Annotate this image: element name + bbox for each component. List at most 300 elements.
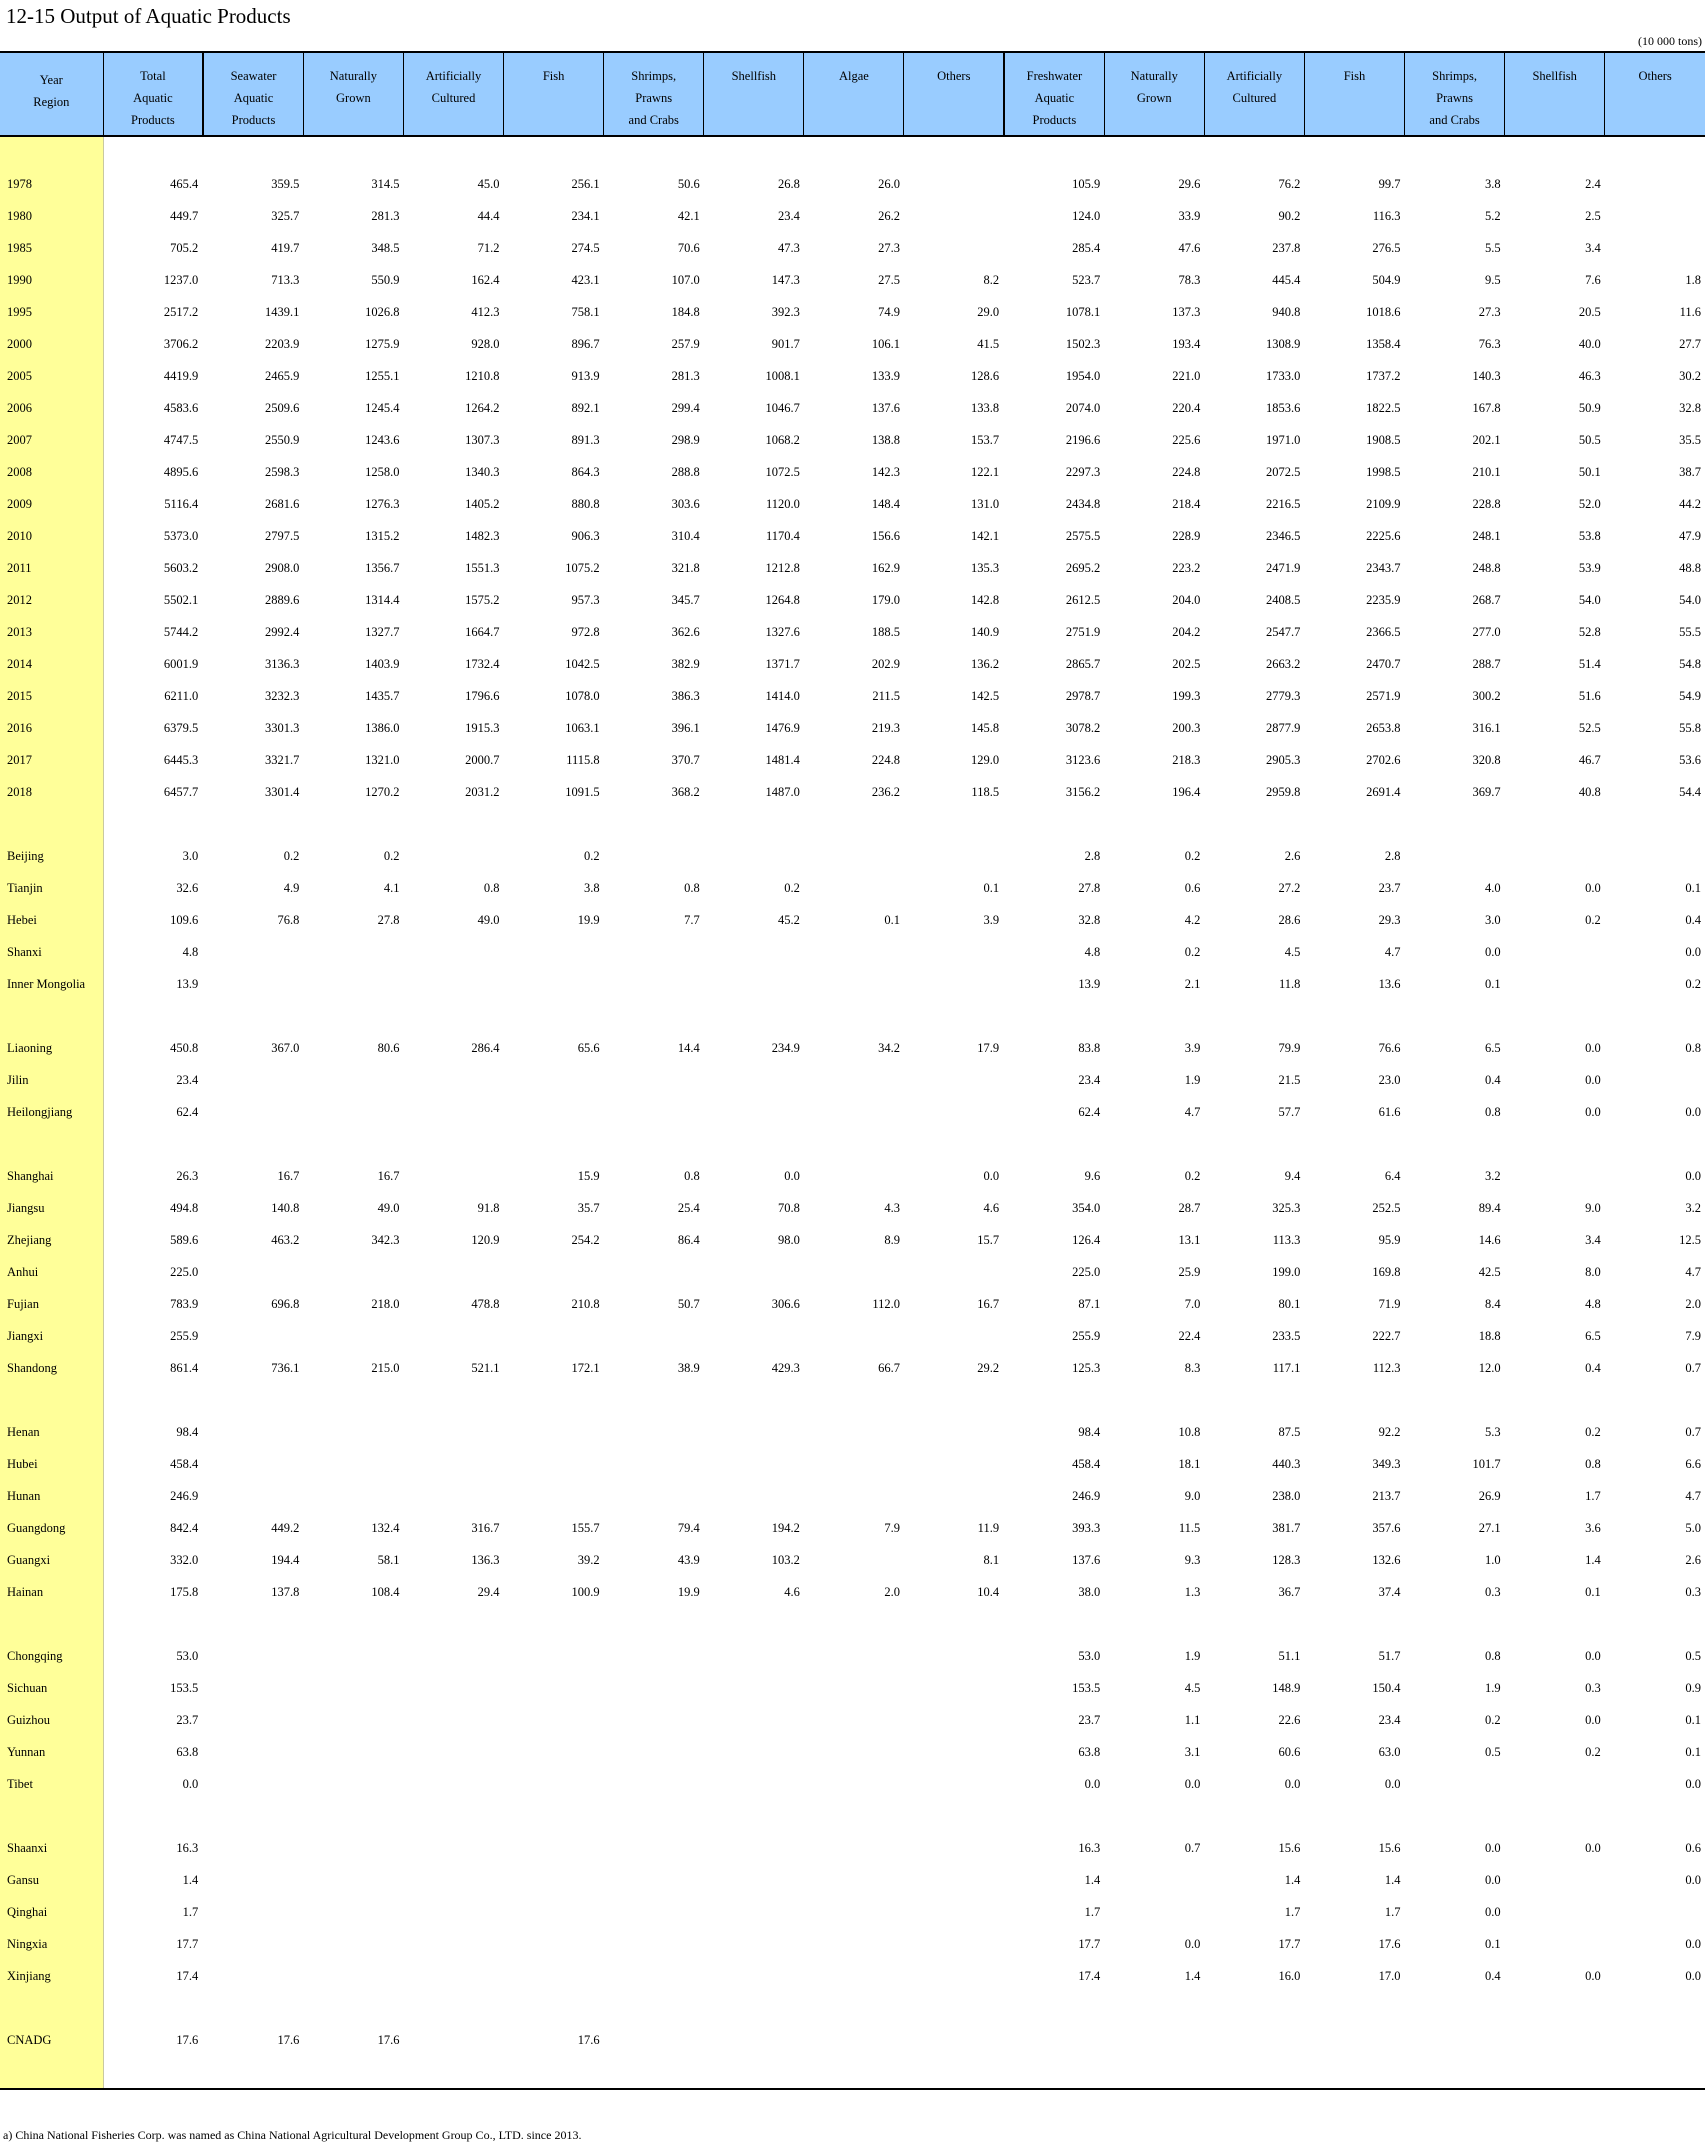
table-cell: 16.7 xyxy=(977,1296,1000,1311)
table-cell: 76.3 xyxy=(1478,336,1501,351)
table-cell: 80.1 xyxy=(1278,1296,1301,1311)
table-cell: 1170.4 xyxy=(765,528,800,543)
table-cell xyxy=(804,1320,904,1352)
table-cell: 2517.2 xyxy=(163,304,199,319)
table-cell xyxy=(403,1736,503,1768)
table-cell: 1358.4 xyxy=(1366,336,1401,351)
table-cell: 316.1 xyxy=(1472,720,1501,735)
spacer-row xyxy=(0,1384,1705,1416)
table-cell xyxy=(203,1960,303,1992)
row-label: Hebei xyxy=(0,904,103,936)
table-cell: 92.2 xyxy=(1378,1424,1401,1439)
row-label: Xinjiang xyxy=(0,1960,103,1992)
table-cell: 70.6 xyxy=(677,240,700,255)
table-cell: 2225.6 xyxy=(1366,528,1401,543)
table-cell: 1210.8 xyxy=(465,368,500,383)
table-cell: 1435.7 xyxy=(365,688,400,703)
table-cell xyxy=(804,1960,904,1992)
table-cell: 74.9 xyxy=(878,304,900,319)
table-cell xyxy=(604,1832,704,1864)
table-cell: 5.2 xyxy=(1485,208,1501,223)
table-cell: 1.7 xyxy=(1585,1488,1601,1503)
table-cell: 35.5 xyxy=(1679,432,1701,447)
table-cell: 63.8 xyxy=(176,1744,199,1759)
table-row xyxy=(0,168,1705,200)
table-cell: 0.8 xyxy=(1485,1104,1501,1119)
table-cell: 463.2 xyxy=(271,1232,300,1247)
table-cell xyxy=(604,1864,704,1896)
table-cell: 4.0 xyxy=(1485,880,1501,895)
table-cell: 458.4 xyxy=(1072,1456,1101,1471)
table-cell: 5603.2 xyxy=(163,560,199,575)
table-cell: 0.6 xyxy=(1184,880,1201,895)
table-cell: 1.4 xyxy=(1585,1552,1601,1567)
table-cell: 1954.0 xyxy=(1065,368,1101,383)
table-cell: 1321.0 xyxy=(365,752,400,767)
table-row xyxy=(0,1480,1705,1512)
table-cell: 18.1 xyxy=(1178,1456,1201,1471)
table-row xyxy=(0,1256,1705,1288)
table-cell xyxy=(704,1928,804,1960)
table-cell: 22.4 xyxy=(1178,1328,1201,1343)
row-label: Liaoning xyxy=(0,1032,103,1064)
table-cell: 27.8 xyxy=(377,912,400,927)
table-cell: 0.8 xyxy=(684,1168,700,1183)
table-cell: 53.0 xyxy=(176,1648,199,1663)
col-header-sea-shellfish: Shellfish xyxy=(704,52,804,136)
table-cell xyxy=(804,1928,904,1960)
table-cell: 15.6 xyxy=(1278,1840,1301,1855)
table-cell xyxy=(403,2024,503,2056)
table-cell: 132.4 xyxy=(371,1520,400,1535)
col-header-sea-natural: Naturally Grown xyxy=(303,52,403,136)
table-cell: 36.7 xyxy=(1278,1584,1301,1599)
table-cell: 133.8 xyxy=(970,400,1000,415)
table-cell: 940.8 xyxy=(1272,304,1301,319)
table-cell: 6.5 xyxy=(1585,1328,1601,1343)
table-cell: 18.8 xyxy=(1478,1328,1501,1343)
table-cell: 4.1 xyxy=(383,880,400,895)
table-cell: 1078.1 xyxy=(1065,304,1101,319)
row-label: 1990 xyxy=(0,264,103,296)
col-header-fresh-fish: Fish xyxy=(1304,52,1404,136)
table-cell: 0.1 xyxy=(1685,1744,1701,1759)
table-cell xyxy=(504,1448,604,1480)
table-cell: 246.9 xyxy=(170,1488,199,1503)
table-cell xyxy=(804,968,904,1000)
row-label: CNADG xyxy=(0,2024,103,2056)
col-header-sea-algae: Algae xyxy=(804,52,904,136)
table-cell: 1308.9 xyxy=(1266,336,1301,351)
table-cell xyxy=(704,1672,804,1704)
table-cell: 0.0 xyxy=(983,1168,1000,1183)
table-cell: 2653.8 xyxy=(1366,720,1401,735)
table-cell: 76.8 xyxy=(277,912,300,927)
table-cell: 0.5 xyxy=(1485,1744,1501,1759)
col-header-fresh-others: Others xyxy=(1605,52,1705,136)
table-cell: 1307.3 xyxy=(465,432,500,447)
table-cell: 43.9 xyxy=(677,1552,700,1567)
table-cell: 3123.6 xyxy=(1065,752,1101,767)
table-cell: 1245.4 xyxy=(365,400,400,415)
table-cell: 116.3 xyxy=(1372,208,1401,223)
table-cell: 236.2 xyxy=(871,784,900,799)
table-cell: 95.9 xyxy=(1378,1232,1401,1247)
table-cell: 2877.9 xyxy=(1266,720,1301,735)
table-cell: 0.0 xyxy=(1485,1904,1501,1919)
table-cell xyxy=(504,1320,604,1352)
table-cell: 54.0 xyxy=(1578,592,1601,607)
table-row xyxy=(0,1096,1705,1128)
table-cell: 1008.1 xyxy=(765,368,800,383)
table-cell: 354.0 xyxy=(1072,1200,1101,1215)
table-cell xyxy=(904,1320,1004,1352)
table-cell: 15.9 xyxy=(577,1168,600,1183)
table-row xyxy=(0,1928,1705,1960)
table-cell: 37.4 xyxy=(1378,1584,1401,1599)
table-cell xyxy=(203,1736,303,1768)
table-cell: 281.3 xyxy=(371,208,400,223)
table-cell: 153.5 xyxy=(170,1680,199,1695)
table-cell: 148.4 xyxy=(871,496,900,511)
table-cell xyxy=(1605,168,1705,200)
table-cell: 32.8 xyxy=(1078,912,1101,927)
table-cell: 23.7 xyxy=(176,1712,199,1727)
table-cell: 2575.5 xyxy=(1065,528,1101,543)
spacer-cell xyxy=(103,1384,1705,1416)
table-cell: 175.8 xyxy=(170,1584,199,1599)
table-cell: 58.1 xyxy=(377,1552,400,1567)
table-cell xyxy=(904,1736,1004,1768)
table-cell: 550.9 xyxy=(371,272,400,287)
table-cell xyxy=(203,1832,303,1864)
table-cell: 0.0 xyxy=(1685,1104,1701,1119)
table-cell: 2978.7 xyxy=(1065,688,1101,703)
table-cell: 0.2 xyxy=(584,848,600,863)
table-cell: 137.6 xyxy=(871,400,900,415)
table-cell: 696.8 xyxy=(271,1296,300,1311)
table-cell: 3.0 xyxy=(1485,912,1501,927)
table-cell: 892.1 xyxy=(571,400,600,415)
table-cell: 140.9 xyxy=(970,624,1000,639)
table-cell: 35.7 xyxy=(577,1200,600,1215)
table-cell: 202.9 xyxy=(871,656,900,671)
table-cell: 57.7 xyxy=(1278,1104,1301,1119)
table-cell: 396.1 xyxy=(671,720,700,735)
table-cell: 142.1 xyxy=(970,528,1000,543)
table-cell: 1.1 xyxy=(1184,1712,1201,1727)
table-cell: 65.6 xyxy=(577,1040,600,1055)
table-cell: 153.5 xyxy=(1072,1680,1101,1695)
table-cell: 12.0 xyxy=(1478,1360,1501,1375)
table-cell: 41.5 xyxy=(977,336,1000,351)
table-cell xyxy=(1104,1896,1204,1928)
table-cell: 1212.8 xyxy=(765,560,800,575)
table-cell: 46.3 xyxy=(1578,368,1601,383)
table-cell: 306.6 xyxy=(771,1296,800,1311)
table-cell xyxy=(504,1768,604,1800)
row-label: Hainan xyxy=(0,1576,103,1608)
table-cell: 237.8 xyxy=(1272,240,1301,255)
table-cell xyxy=(604,1736,704,1768)
table-row xyxy=(0,1736,1705,1768)
table-cell: 0.2 xyxy=(1184,848,1201,863)
table-cell: 1551.3 xyxy=(465,560,500,575)
table-cell: 0.1 xyxy=(1585,1584,1601,1599)
table-cell: 100.9 xyxy=(571,1584,600,1599)
table-cell xyxy=(804,1416,904,1448)
table-row xyxy=(0,1448,1705,1480)
table-cell: 300.2 xyxy=(1472,688,1501,703)
row-label: Jiangsu xyxy=(0,1192,103,1224)
row-label: 1995 xyxy=(0,296,103,328)
table-row xyxy=(0,840,1705,872)
table-cell xyxy=(203,1928,303,1960)
table-cell xyxy=(804,1736,904,1768)
table-cell: 167.8 xyxy=(1472,400,1501,415)
row-label: 2015 xyxy=(0,680,103,712)
table-cell: 0.2 xyxy=(383,848,400,863)
table-cell xyxy=(1605,1064,1705,1096)
table-row xyxy=(0,1288,1705,1320)
table-cell: 2695.2 xyxy=(1065,560,1101,575)
table-cell xyxy=(403,1064,503,1096)
table-row xyxy=(0,1832,1705,1864)
table-cell: 4.2 xyxy=(1184,912,1201,927)
table-cell: 1046.7 xyxy=(765,400,800,415)
table-cell: 2.6 xyxy=(1685,1552,1701,1567)
table-cell: 50.1 xyxy=(1578,464,1601,479)
table-cell: 8.1 xyxy=(983,1552,1000,1567)
table-cell: 0.3 xyxy=(1685,1584,1701,1599)
table-cell: 25.4 xyxy=(677,1200,700,1215)
table-cell xyxy=(604,1416,704,1448)
table-cell xyxy=(303,1864,403,1896)
table-cell: 449.2 xyxy=(271,1520,300,1535)
table-cell: 137.8 xyxy=(271,1584,300,1599)
table-cell: 17.7 xyxy=(1278,1936,1301,1951)
table-cell: 1327.7 xyxy=(365,624,400,639)
table-cell: 2547.7 xyxy=(1266,624,1301,639)
table-cell: 2.0 xyxy=(884,1584,900,1599)
table-cell: 0.0 xyxy=(1685,1168,1701,1183)
spacer-row xyxy=(0,136,1705,168)
table-cell: 193.4 xyxy=(1172,336,1201,351)
table-cell: 125.3 xyxy=(1072,1360,1101,1375)
table-cell xyxy=(403,1896,503,1928)
table-cell: 113.3 xyxy=(1272,1232,1301,1247)
table-cell: 285.4 xyxy=(1072,240,1101,255)
table-cell: 1315.2 xyxy=(365,528,400,543)
table-cell: 2343.7 xyxy=(1366,560,1401,575)
table-cell: 429.3 xyxy=(771,1360,800,1375)
table-cell: 2751.9 xyxy=(1065,624,1101,639)
table-title: 12-15 Output of Aquatic Products xyxy=(6,4,291,28)
table-cell: 3136.3 xyxy=(264,656,300,671)
table-cell xyxy=(804,1480,904,1512)
table-cell: 2346.5 xyxy=(1266,528,1301,543)
table-cell xyxy=(504,1256,604,1288)
table-cell xyxy=(303,1672,403,1704)
table-cell: 4.5 xyxy=(1284,944,1301,959)
table-cell: 98.0 xyxy=(778,1232,800,1247)
table-cell: 23.4 xyxy=(176,1072,199,1087)
table-cell: 78.3 xyxy=(1178,272,1201,287)
table-cell: 412.3 xyxy=(471,304,500,319)
table-cell: 8.3 xyxy=(1184,1360,1201,1375)
table-cell: 17.4 xyxy=(176,1968,199,1983)
region-cell-blank xyxy=(0,136,103,168)
table-cell xyxy=(704,1448,804,1480)
row-label: Anhui xyxy=(0,1256,103,1288)
table-cell: 348.5 xyxy=(371,240,400,255)
table-cell: 54.9 xyxy=(1679,688,1701,703)
table-cell xyxy=(303,1064,403,1096)
table-cell: 62.4 xyxy=(1078,1104,1101,1119)
col-header-total: Total Aquatic Products xyxy=(103,52,203,136)
table-cell: 29.2 xyxy=(977,1360,1000,1375)
table-cell: 4.6 xyxy=(983,1200,1000,1215)
table-cell xyxy=(203,1448,303,1480)
table-cell xyxy=(704,1704,804,1736)
table-cell: 10.8 xyxy=(1178,1424,1201,1439)
table-cell: 0.8 xyxy=(1685,1040,1701,1055)
table-cell: 2.8 xyxy=(1384,848,1401,863)
row-label: Tianjin xyxy=(0,872,103,904)
table-cell: 3.4 xyxy=(1585,1232,1601,1247)
region-cell-blank xyxy=(0,1608,103,1640)
table-cell xyxy=(904,232,1004,264)
table-cell: 224.8 xyxy=(1172,464,1201,479)
region-cell-blank xyxy=(0,1128,103,1160)
table-cell: 42.1 xyxy=(677,208,700,223)
table-cell xyxy=(1505,840,1605,872)
table-cell: 2434.8 xyxy=(1065,496,1101,511)
table-cell: 2.5 xyxy=(1585,208,1601,223)
table-cell: 33.9 xyxy=(1178,208,1201,223)
table-cell: 53.6 xyxy=(1679,752,1701,767)
table-cell: 4419.9 xyxy=(163,368,199,383)
table-cell: 9.6 xyxy=(1084,1168,1101,1183)
table-row xyxy=(0,488,1705,520)
table-cell xyxy=(1505,936,1605,968)
table-cell: 0.2 xyxy=(283,848,300,863)
table-cell: 257.9 xyxy=(671,336,700,351)
table-cell: 2297.3 xyxy=(1065,464,1101,479)
table-cell: 8.2 xyxy=(983,272,1000,287)
table-cell: 0.8 xyxy=(684,880,700,895)
table-cell: 861.4 xyxy=(170,1360,199,1375)
table-cell: 0.2 xyxy=(1585,912,1601,927)
table-row xyxy=(0,2024,1705,2056)
table-cell: 758.1 xyxy=(571,304,600,319)
table-cell: 4895.6 xyxy=(163,464,199,479)
table-cell: 62.4 xyxy=(176,1104,199,1119)
table-cell xyxy=(504,1832,604,1864)
table-cell xyxy=(604,840,704,872)
table-cell xyxy=(604,1096,704,1128)
spacer-cell xyxy=(103,808,1705,840)
table-cell: 44.2 xyxy=(1679,496,1701,511)
col-header-fresh-shrimps: Shrimps, Prawns and Crabs xyxy=(1405,52,1505,136)
table-cell xyxy=(403,1416,503,1448)
table-cell: 5.0 xyxy=(1685,1520,1701,1535)
table-cell: 202.1 xyxy=(1472,432,1501,447)
table-cell: 225.0 xyxy=(170,1264,199,1279)
table-body xyxy=(0,136,1705,2089)
table-cell xyxy=(904,168,1004,200)
table-cell xyxy=(804,1096,904,1128)
table-row xyxy=(0,584,1705,616)
unit-label: (10 000 tons) xyxy=(1638,34,1702,48)
table-cell: 2235.9 xyxy=(1366,592,1401,607)
table-cell: 53.9 xyxy=(1578,560,1601,575)
table-cell: 255.9 xyxy=(170,1328,199,1343)
table-cell: 332.0 xyxy=(170,1552,199,1567)
col-header-fresh-cultured: Artificially Cultured xyxy=(1204,52,1304,136)
table-cell: 392.3 xyxy=(771,304,800,319)
table-cell: 1.8 xyxy=(1685,272,1701,287)
table-cell xyxy=(303,1320,403,1352)
table-cell: 450.8 xyxy=(170,1040,199,1055)
table-cell: 6001.9 xyxy=(163,656,199,671)
table-row xyxy=(0,872,1705,904)
table-cell xyxy=(804,840,904,872)
row-label: Zhejiang xyxy=(0,1224,103,1256)
table-cell: 26.2 xyxy=(878,208,900,223)
table-cell: 2465.9 xyxy=(264,368,300,383)
table-cell: 71.9 xyxy=(1378,1296,1401,1311)
row-label: Hubei xyxy=(0,1448,103,1480)
table-cell: 2.8 xyxy=(1084,848,1101,863)
table-cell: 3.0 xyxy=(182,848,199,863)
table-cell: 23.4 xyxy=(778,208,800,223)
table-cell: 1908.5 xyxy=(1366,432,1401,447)
table-cell: 19.9 xyxy=(577,912,600,927)
table-cell: 7.9 xyxy=(884,1520,900,1535)
table-cell xyxy=(203,1320,303,1352)
table-cell: 142.5 xyxy=(970,688,1000,703)
table-cell: 55.8 xyxy=(1679,720,1701,735)
table-cell: 133.9 xyxy=(871,368,900,383)
row-label: 2014 xyxy=(0,648,103,680)
table-cell: 268.7 xyxy=(1472,592,1501,607)
table-cell: 0.0 xyxy=(1485,1840,1501,1855)
table-cell: 1.4 xyxy=(1284,1872,1301,1887)
table-row xyxy=(0,1416,1705,1448)
table-cell xyxy=(704,1960,804,1992)
table-cell xyxy=(604,1480,704,1512)
table-cell: 1664.7 xyxy=(465,624,500,639)
table-cell: 27.7 xyxy=(1679,336,1701,351)
table-cell: 50.7 xyxy=(677,1296,700,1311)
table-cell: 8.9 xyxy=(884,1232,900,1247)
table-cell: 225.6 xyxy=(1172,432,1201,447)
table-cell: 0.4 xyxy=(1485,1968,1501,1983)
table-cell xyxy=(1505,1864,1605,1896)
table-cell xyxy=(1605,1896,1705,1928)
table-cell xyxy=(403,1448,503,1480)
table-cell xyxy=(203,1064,303,1096)
table-cell: 128.6 xyxy=(970,368,1000,383)
table-cell: 4.7 xyxy=(1184,1104,1201,1119)
table-cell: 132.6 xyxy=(1372,1552,1401,1567)
table-cell: 1439.1 xyxy=(264,304,300,319)
table-cell: 248.8 xyxy=(1472,560,1501,575)
table-cell xyxy=(303,1480,403,1512)
table-cell: 458.4 xyxy=(170,1456,199,1471)
table-cell: 972.8 xyxy=(571,624,600,639)
